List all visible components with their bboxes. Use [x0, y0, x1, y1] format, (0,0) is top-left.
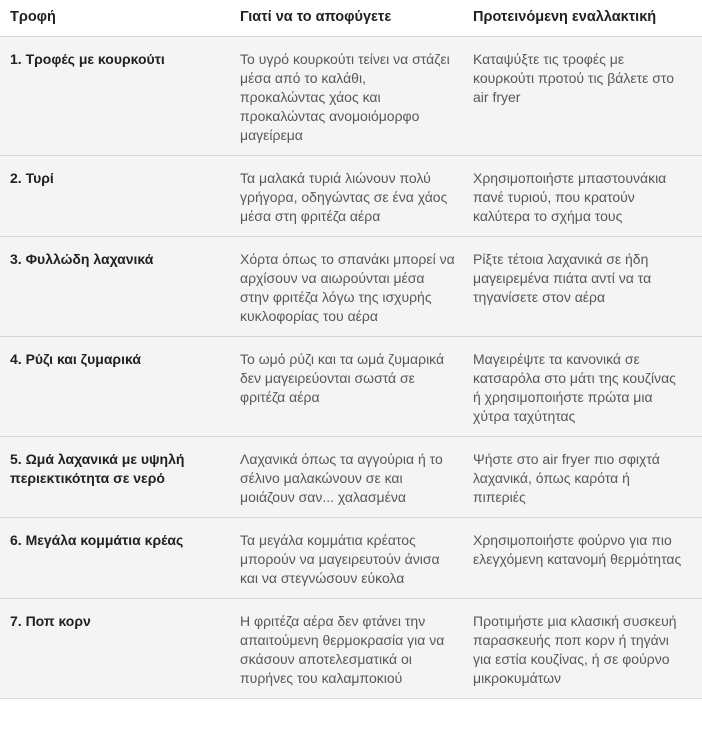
table-header-row — [0, 0, 702, 36]
reason-cell: Τα μεγάλα κομμάτια κρέατος μπορούν να μαγειρευτούν άνισα και να στεγνώσουν εύκολα — [240, 532, 440, 586]
food-cell: 2. Τυρί — [10, 170, 54, 186]
alternative-cell: Χρησιμοποιήστε φούρνο για πιο ελεγχόμενη κατανομή θερμότητας — [473, 532, 682, 567]
table-row — [0, 36, 702, 155]
food-cell: 6. Μεγάλα κομμάτια κρέας — [10, 532, 184, 548]
header-reason: Γιατί να το αποφύγετε — [240, 9, 392, 25]
table-row — [0, 436, 702, 517]
alternative-cell: Μαγειρέψτε τα κανονικά σε κατσαρόλα στο μάτι της κουζίνας ή χρησιμοποιήστε πρώτα μια χύτρα ταχύτητας — [473, 351, 676, 424]
alternative-cell: Ψήστε στο air fryer πιο σφιχτά λαχανικά, όπως καρότα ή πιπεριές — [473, 451, 660, 505]
food-cell: 7. Ποπ κορν — [10, 613, 91, 629]
reason-cell: Τα μαλακά τυριά λιώνουν πολύ γρήγορα, οδηγώντας σε ένα χάος μέσα στη φριτέζα αέρα — [240, 170, 448, 224]
food-cell: 4. Ρύζι και ζυμαρικά — [10, 351, 141, 367]
alternative-cell: Ρίξτε τέτοια λαχανικά σε ήδη μαγειρεμένα πιάτα αντί να τα τηγανίσετε στον αέρα — [473, 251, 652, 305]
alternative-cell: Προτιμήστε μια κλασική συσκευή παρασκευής ποπ κορν ή τηγάνι για εστία κουζίνας, ή σε φούρνο μικροκυμάτων — [473, 613, 677, 686]
reason-cell: Λαχανικά όπως τα αγγούρια ή το σέλινο μαλακώνουν σε και μοιάζουν σαν... χαλασμένα — [240, 451, 443, 505]
alternative-cell: Καταψύξτε τις τροφές με κουρκούτι προτού τις βάλετε στο air fryer — [473, 51, 674, 105]
alternative-cell: Χρησιμοποιήστε μπαστουνάκια πανέ τυριού, που κρατούν καλύτερα το σχήμα τους — [473, 170, 667, 224]
food-cell: 5. Ωμά λαχανικά με υψηλή περιεκτικότητα σε νερό — [10, 451, 185, 486]
food-cell: 1. Τροφές με κουρκούτι — [10, 51, 165, 67]
reason-cell: Η φριτέζα αέρα δεν φτάνει την απαιτούμενη θερμοκρασία για να σκάσουν αποτελεσματικά οι πυρήνες του καλαμποκιού — [240, 613, 445, 686]
header-food: Τροφή — [10, 9, 56, 25]
reason-cell: Χόρτα όπως το σπανάκι μπορεί να αρχίσουν να αιωρούνται μέσα στην φριτέζα λόγω της ισχυρής κυκλοφορίας του αέρα — [240, 251, 455, 324]
table-row — [0, 598, 702, 699]
food-cell: 3. Φυλλώδη λαχανικά — [10, 251, 154, 267]
table-row — [0, 517, 702, 598]
table-row — [0, 336, 702, 436]
reason-cell: Το υγρό κουρκούτι τείνει να στάζει μέσα από το καλάθι, προκαλώντας χάος και προκαλώντας ανομοιόμορφο μαγείρεμα — [240, 51, 450, 143]
header-alternative: Προτεινόμενη εναλλακτική — [473, 9, 657, 25]
table-row — [0, 236, 702, 336]
reason-cell: Το ωμό ρύζι και τα ωμά ζυμαρικά δεν μαγειρεύονται σωστά σε φριτέζα αέρα — [240, 351, 445, 405]
table-row — [0, 155, 702, 236]
